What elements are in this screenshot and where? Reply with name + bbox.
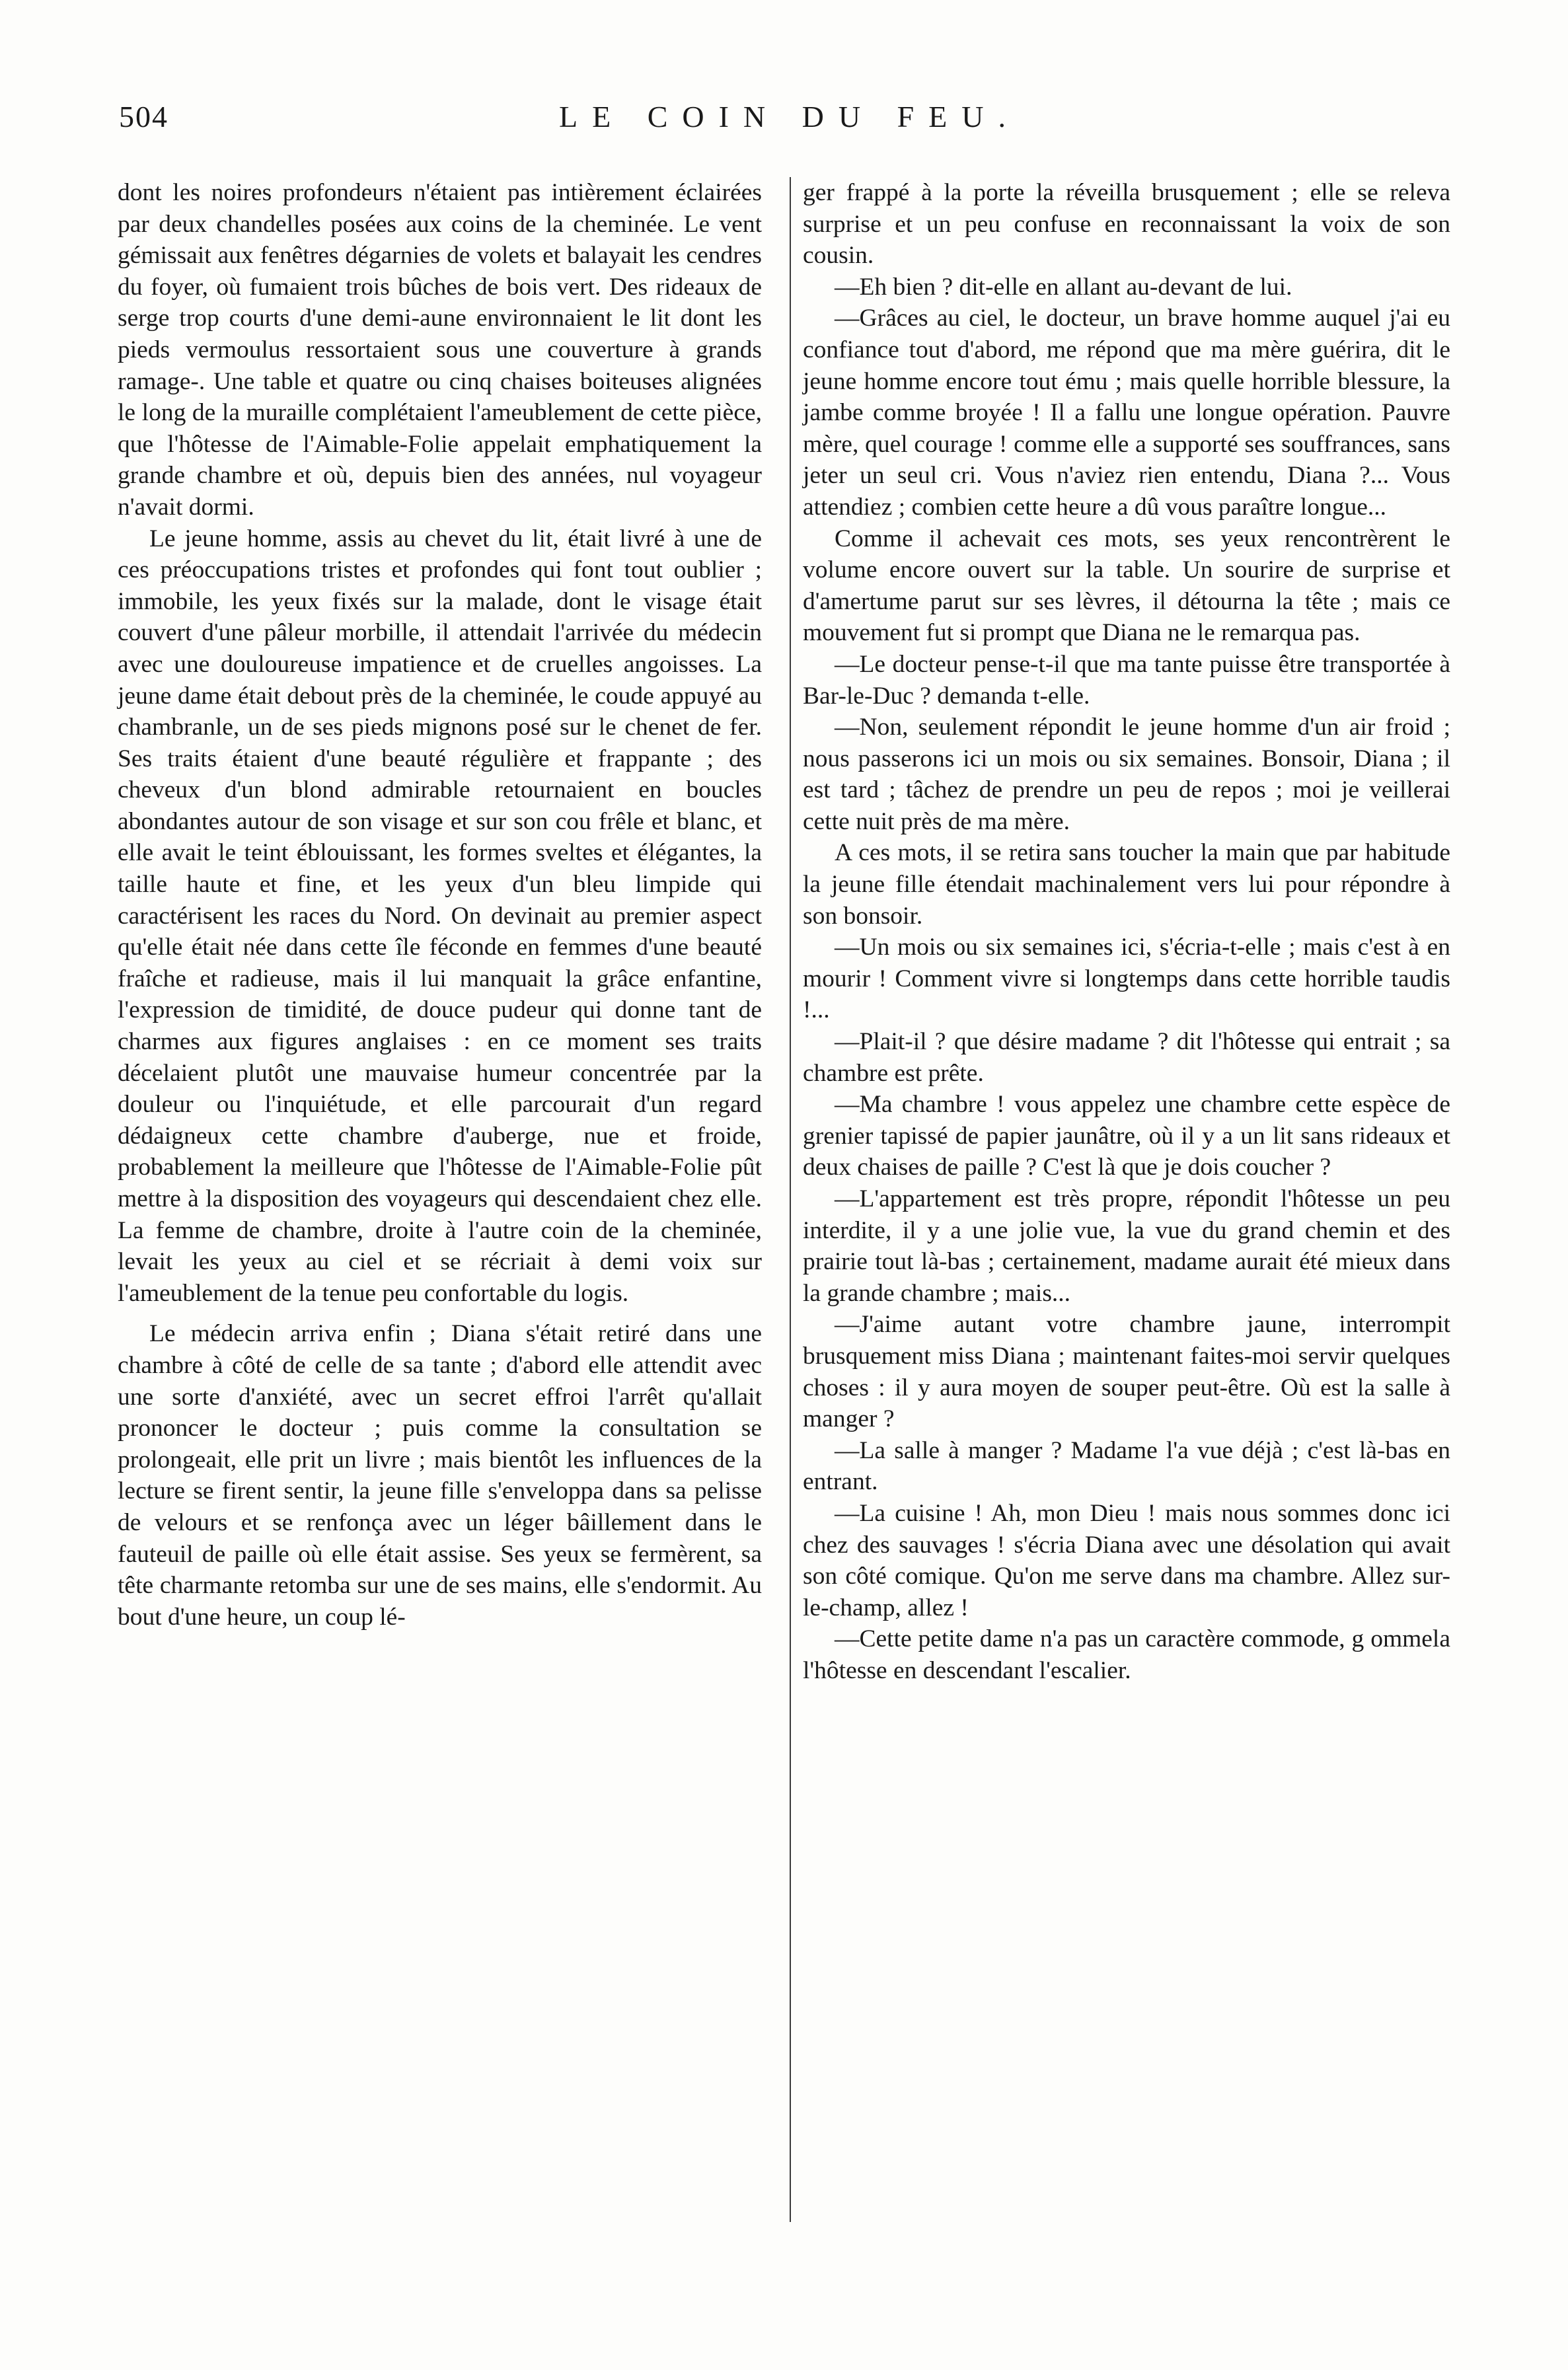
- paragraph: ger frappé à la porte la réveilla brusquement ; elle se releva surprise et un peu confuse en reconnaissant la voix de son cousin.: [803, 179, 1450, 270]
- paragraph: —Grâces au ciel, le docteur, un brave homme auquel j'ai eu confiance tout d'abord, me répond que ma mère guérira, dit le jeune homme encore tout ému ; mais quelle horrible blessure, la jambe comme broyée ! Il a fallu une longue opération. Pauvre mère, quel courage ! comme elle a supporté ses souffrances, sans jeter un seul cri. Vous n'aviez rien entendu, Diana ?... Vous attendiez ; combien cette heure a dû vous paraître longue...: [803, 305, 1450, 521]
- column-divider: [790, 177, 791, 2222]
- paragraph: —J'aime autant votre chambre jaune, interrompit brusquement miss Diana ; maintenant faites-moi servir quelques choses : il y aura moyen de souper peut-être. Où est la salle à manger ?: [803, 1311, 1450, 1433]
- paragraph: —L'appartement est très propre, répondit l'hôtesse un peu interdite, il y a une jolie vue, la vue du grand chemin et des prairie tout là-bas ; certainement, madame aurait été mieux dans la grande chambre ; mais...: [803, 1185, 1450, 1307]
- right-column: [803, 177, 1450, 1687]
- page-number: 504: [119, 100, 168, 133]
- paragraph: —Plait-il ? que désire madame ? dit l'hôtesse qui entrait ; sa chambre est prête.: [803, 1028, 1450, 1087]
- paragraph: —Eh bien ? dit-elle en allant au-devant de lui.: [835, 273, 1292, 301]
- paragraph: dont les noires profondeurs n'étaient pas intièrement éclairées par deux chandelles posées aux coins de la cheminée. Le vent gémissait aux fenêtres dégarnies de volets et balayait les cendres du foyer, où fumaient trois bûches de bois vert. Des rideaux de serge trop courts d'une demi-aune environnaient le lit dont les pieds vermoulus ressortaient sous une couverture à grands ramage-. Une table et quatre ou cinq chaises boiteuses alignées le long de la muraille complétaient l'ameublement de cette pièce, que l'hôtesse de l'Aimable-Folie appelait emphatiquement la grande chambre et où, depuis bien des années, nul voyageur n'avait dormi.: [118, 179, 762, 521]
- paragraph: —Ma chambre ! vous appelez une chambre cette espèce de grenier tapissé de papier jaunâtre, où il y a un lit sans rideaux et deux chaises de paille ? C'est là que je dois coucher ?: [803, 1091, 1450, 1181]
- running-title: LE COIN DU FEU.: [559, 100, 1020, 133]
- left-column: [118, 177, 762, 1633]
- paragraph: —La cuisine ! Ah, mon Dieu ! mais nous sommes donc ici chez des sauvages ! s'écria Diana avec une désolation qui avait son côté comique. Qu'on me serve dans ma chambre. Allez sur-le-champ, allez !: [803, 1499, 1450, 1621]
- page-header: [119, 99, 1460, 152]
- paragraph: —Le docteur pense-t-il que ma tante puisse être transportée à Bar-le-Duc ? demanda t-elle.: [803, 650, 1450, 710]
- paragraph: —Un mois ou six semaines ici, s'écria-t-elle ; mais c'est à en mourir ! Comment vivre si longtemps dans cette horrible taudis !...: [803, 934, 1450, 1024]
- paragraph: —Cette petite dame n'a pas un caractère commode, g ommela l'hôtesse en descendant l'escalier.: [803, 1625, 1450, 1684]
- paragraph: Le médecin arriva enfin ; Diana s'était retiré dans une chambre à côté de celle de sa tante ; d'abord elle attendit avec une sorte d'anxiété, avec un secret effroi l'arrêt qu'allait prononcer le docteur ; puis comme la consultation se prolongeait, elle prit un livre ; mais bientôt les influences de la lecture se firent sentir, la jeune fille s'enveloppa dans sa pelisse de velours et se renfonça avec un léger bâillement dans le fauteuil de paille où elle était assise. Ses yeux se fermèrent, sa tête charmante retomba sur une de ses mains, elle s'endormit. Au bout d'une heure, un coup lé-: [118, 1320, 762, 1631]
- paragraph: —Non, seulement répondit le jeune homme d'un air froid ; nous passerons ici un mois ou six semaines. Bonsoir, Diana ; il est tard ; tâchez de prendre un peu de repos ; moi je veillerai cette nuit près de ma mère.: [803, 714, 1450, 835]
- paragraph: A ces mots, il se retira sans toucher la main que par habitude la jeune fille étendait machinalement vers lui pour répondre à son bonsoir.: [803, 839, 1450, 930]
- paragraph: Comme il achevait ces mots, ses yeux rencontrèrent le volume encore ouvert sur la table. Un sourire de surprise et d'amertume parut sur ses lèvres, il détourna la tête ; mais ce mouvement fut si prompt que Diana ne le remarqua pas.: [803, 525, 1450, 647]
- paragraph: —La salle à manger ? Madame l'a vue déjà ; c'est là-bas en entrant.: [803, 1436, 1450, 1496]
- paragraph: Le jeune homme, assis au chevet du lit, était livré à une de ces préoccupations tristes et profondes qui font tout oublier ; immobile, les yeux fixés sur la malade, dont le visage était couvert d'une pâleur morbille, il attendait l'arrivée du médecin avec une douloureuse impatience et de cruelles angoisses. La jeune dame était debout près de la cheminée, le coude appuyé au chambranle, un de ses pieds mignons posé sur le chenet de fer. Ses traits étaient d'une beauté régulière et frappante ; des cheveux d'un blond admirable retournaient en boucles abondantes autour de son visage et sur son cou frêle et blanc, et elle avait le teint éblouissant, les formes sveltes et élégantes, la taille haute et fine, et les yeux d'un bleu limpide qui caractérisent les races du Nord. On devinait au premier aspect qu'elle était née dans cette île féconde en femmes d'une beauté fraîche et radieuse, mais il lui manquait la grâce enfantine, l'expression de timidité, de douce pudeur qui donne tant de charmes aux figures anglaises : en ce moment ses traits décelaient plutôt une mauvaise humeur concentrée par la douleur ou l'inquiétude, et elle parcourait d'un regard dédaigneux cette chambre d'auberge, nue et froide, probablement la meilleure que l'hôtesse de l'Aimable-Folie pût mettre à la disposition des voyageurs qui descendaient chez elle. La femme de chambre, droite à l'autre coin de la cheminée, levait les yeux au ciel et se récriait à demi voix sur l'ameublement de la tenue peu confortable du logis.: [118, 525, 762, 1307]
